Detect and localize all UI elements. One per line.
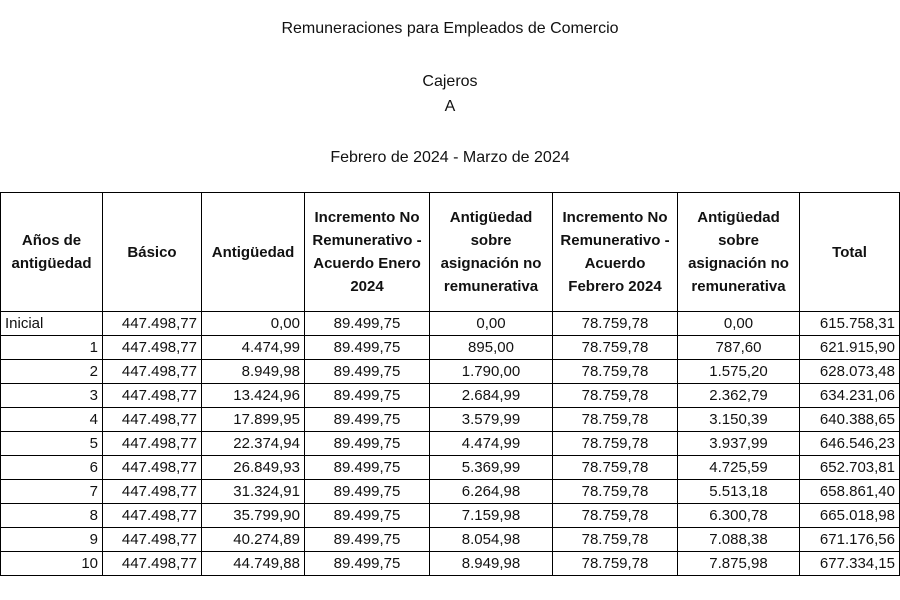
subcategory-label: A <box>444 98 456 115</box>
cell-basic: 447.498,77 <box>103 360 202 384</box>
cell-increment-feb: 78.759,78 <box>553 528 678 552</box>
cell-seniority-jan: 2.684,99 <box>430 384 553 408</box>
cell-years: 9 <box>1 528 103 552</box>
cell-increment-feb: 78.759,78 <box>553 480 678 504</box>
cell-years: 1 <box>1 336 103 360</box>
cell-basic: 447.498,77 <box>103 504 202 528</box>
table-row <box>1 480 900 504</box>
cell-total: 615.758,31 <box>800 312 900 336</box>
cell-basic: 447.498,77 <box>103 432 202 456</box>
cell-seniority: 31.324,91 <box>202 480 305 504</box>
cell-increment-jan: 89.499,75 <box>305 408 430 432</box>
cell-seniority: 0,00 <box>202 312 305 336</box>
cell-seniority: 8.949,98 <box>202 360 305 384</box>
table-row <box>1 384 900 408</box>
cell-seniority-jan: 6.264,98 <box>430 480 553 504</box>
document-title: Remuneraciones para Empleados de Comercio <box>281 20 619 37</box>
cell-increment-feb: 78.759,78 <box>553 384 678 408</box>
cell-increment-jan: 89.499,75 <box>305 360 430 384</box>
cell-increment-jan: 89.499,75 <box>305 480 430 504</box>
header-seniority-jan: Antigüedad sobre asignación no remunerativa <box>430 193 553 312</box>
cell-years: 3 <box>1 384 103 408</box>
header-row <box>1 193 900 312</box>
header-seniority: Antigüedad <box>202 193 305 312</box>
cell-increment-feb: 78.759,78 <box>553 456 678 480</box>
cell-seniority-feb: 1.575,20 <box>678 360 800 384</box>
cell-seniority-feb: 787,60 <box>678 336 800 360</box>
cell-seniority-jan: 8.949,98 <box>430 552 553 576</box>
cell-seniority-feb: 3.150,39 <box>678 408 800 432</box>
cell-increment-feb: 78.759,78 <box>553 312 678 336</box>
cell-seniority-jan: 3.579,99 <box>430 408 553 432</box>
table-row <box>1 432 900 456</box>
cell-increment-jan: 89.499,75 <box>305 312 430 336</box>
cell-increment-feb: 78.759,78 <box>553 336 678 360</box>
cell-seniority: 13.424,96 <box>202 384 305 408</box>
table-row <box>1 408 900 432</box>
cell-years: 8 <box>1 504 103 528</box>
cell-basic: 447.498,77 <box>103 336 202 360</box>
cell-basic: 447.498,77 <box>103 480 202 504</box>
cell-seniority: 44.749,88 <box>202 552 305 576</box>
cell-seniority-feb: 7.088,38 <box>678 528 800 552</box>
cell-total: 665.018,98 <box>800 504 900 528</box>
cell-seniority-jan: 1.790,00 <box>430 360 553 384</box>
table-row <box>1 360 900 384</box>
cell-increment-jan: 89.499,75 <box>305 336 430 360</box>
cell-seniority-jan: 4.474,99 <box>430 432 553 456</box>
cell-total: 634.231,06 <box>800 384 900 408</box>
cell-seniority-jan: 8.054,98 <box>430 528 553 552</box>
header-increment-feb: Incremento No Remunerativo - Acuerdo Febrero 2024 <box>553 193 678 312</box>
cell-increment-feb: 78.759,78 <box>553 408 678 432</box>
cell-years: 5 <box>1 432 103 456</box>
header-basic: Básico <box>103 193 202 312</box>
cell-increment-feb: 78.759,78 <box>553 552 678 576</box>
cell-seniority-feb: 6.300,78 <box>678 504 800 528</box>
cell-total: 671.176,56 <box>800 528 900 552</box>
cell-basic: 447.498,77 <box>103 408 202 432</box>
cell-years: 4 <box>1 408 103 432</box>
cell-seniority: 22.374,94 <box>202 432 305 456</box>
cell-seniority-jan: 895,00 <box>430 336 553 360</box>
cell-total: 640.388,65 <box>800 408 900 432</box>
category-label: Cajeros <box>422 73 478 90</box>
cell-seniority: 26.849,93 <box>202 456 305 480</box>
cell-total: 658.861,40 <box>800 480 900 504</box>
cell-basic: 447.498,77 <box>103 552 202 576</box>
cell-seniority-jan: 7.159,98 <box>430 504 553 528</box>
cell-seniority-feb: 3.937,99 <box>678 432 800 456</box>
salary-table <box>0 192 900 576</box>
cell-increment-jan: 89.499,75 <box>305 552 430 576</box>
cell-total: 628.073,48 <box>800 360 900 384</box>
cell-increment-jan: 89.499,75 <box>305 528 430 552</box>
period-label: Febrero de 2024 - Marzo de 2024 <box>330 149 570 166</box>
cell-total: 621.915,90 <box>800 336 900 360</box>
table-row <box>1 456 900 480</box>
cell-increment-jan: 89.499,75 <box>305 456 430 480</box>
cell-seniority-jan: 5.369,99 <box>430 456 553 480</box>
cell-increment-jan: 89.499,75 <box>305 432 430 456</box>
cell-basic: 447.498,77 <box>103 528 202 552</box>
cell-basic: 447.498,77 <box>103 312 202 336</box>
cell-increment-feb: 78.759,78 <box>553 360 678 384</box>
cell-basic: 447.498,77 <box>103 384 202 408</box>
header-increment-jan: Incremento No Remunerativo - Acuerdo Enero 2024 <box>305 193 430 312</box>
cell-seniority-feb: 0,00 <box>678 312 800 336</box>
cell-seniority-feb: 7.875,98 <box>678 552 800 576</box>
cell-seniority-jan: 0,00 <box>430 312 553 336</box>
cell-seniority: 40.274,89 <box>202 528 305 552</box>
cell-years: Inicial <box>1 312 103 336</box>
cell-seniority-feb: 4.725,59 <box>678 456 800 480</box>
cell-seniority-feb: 2.362,79 <box>678 384 800 408</box>
cell-total: 677.334,15 <box>800 552 900 576</box>
cell-increment-feb: 78.759,78 <box>553 432 678 456</box>
cell-increment-jan: 89.499,75 <box>305 384 430 408</box>
cell-total: 652.703,81 <box>800 456 900 480</box>
header-years: Años de antigüedad <box>1 193 103 312</box>
table-row <box>1 528 900 552</box>
header-total: Total <box>800 193 900 312</box>
cell-seniority-feb: 5.513,18 <box>678 480 800 504</box>
header-seniority-feb: Antigüedad sobre asignación no remunerativa <box>678 193 800 312</box>
cell-seniority: 17.899,95 <box>202 408 305 432</box>
cell-increment-jan: 89.499,75 <box>305 504 430 528</box>
cell-increment-feb: 78.759,78 <box>553 504 678 528</box>
cell-years: 10 <box>1 552 103 576</box>
table-body <box>1 312 900 576</box>
table-row <box>1 312 900 336</box>
cell-total: 646.546,23 <box>800 432 900 456</box>
cell-years: 7 <box>1 480 103 504</box>
cell-years: 2 <box>1 360 103 384</box>
table-row <box>1 552 900 576</box>
cell-seniority: 35.799,90 <box>202 504 305 528</box>
cell-seniority: 4.474,99 <box>202 336 305 360</box>
table-header <box>1 193 900 312</box>
table-row <box>1 504 900 528</box>
cell-years: 6 <box>1 456 103 480</box>
cell-basic: 447.498,77 <box>103 456 202 480</box>
table-row <box>1 336 900 360</box>
